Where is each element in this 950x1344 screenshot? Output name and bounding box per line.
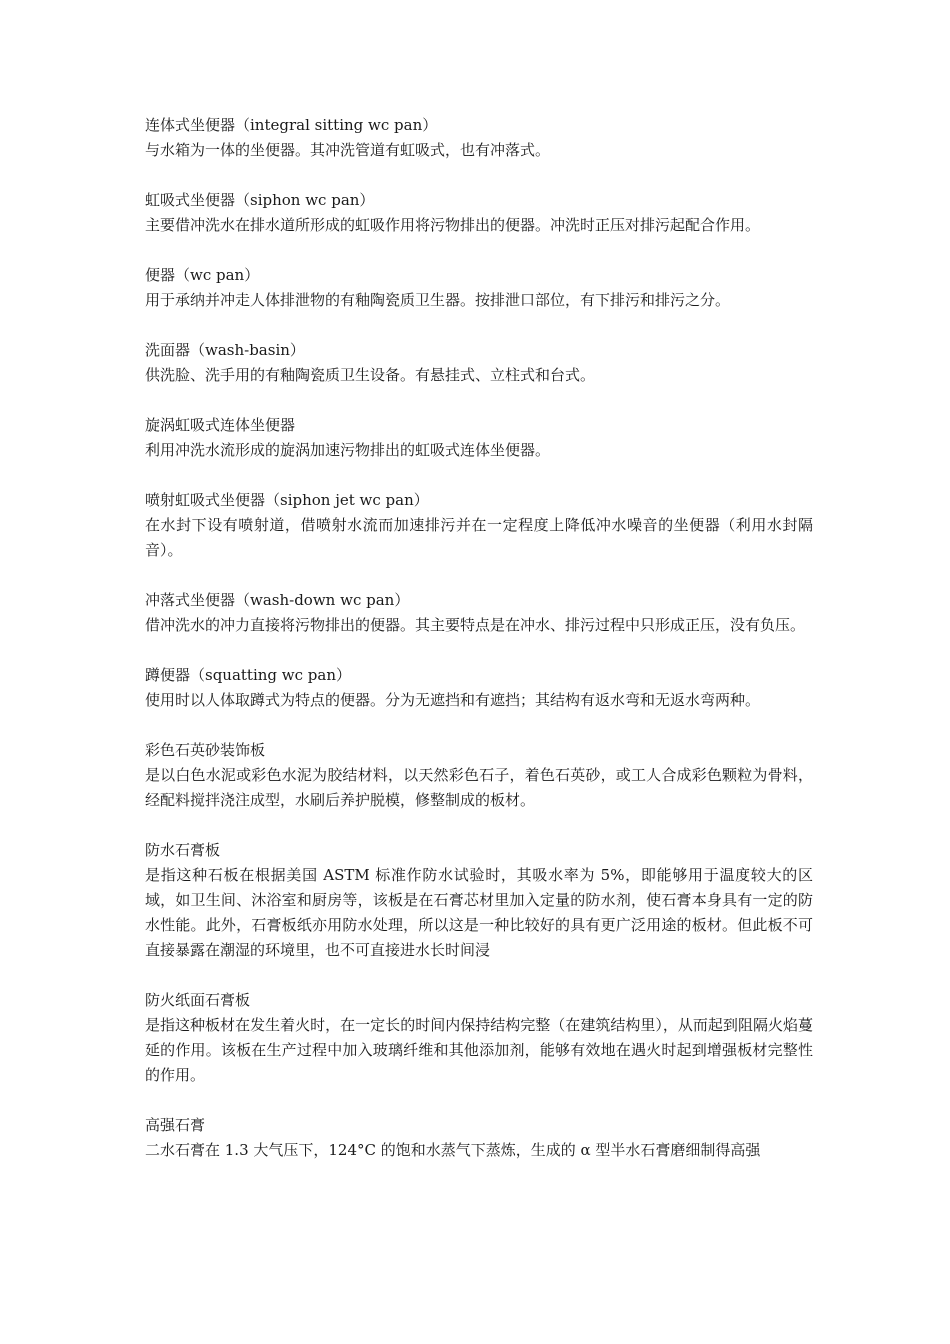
entry-body: 与水箱为一体的坐便器。其冲洗管道有虹吸式，也有冲落式。 bbox=[145, 141, 551, 159]
entry-siphon-jet-wc-pan bbox=[145, 488, 813, 563]
entry-title: 喷射虹吸式坐便器（siphon jet wc pan） bbox=[145, 491, 429, 509]
entry-siphon-wc-pan bbox=[145, 188, 813, 238]
entry-body: 在水封下设有喷射道，借喷射水流而加速排污并在一定程度上降低冲水噪音的坐便器（利用水封隔音）。 bbox=[145, 516, 813, 559]
entry-body: 二水石膏在 1.3 大气压下，124°C 的饱和水蒸气下蒸炼，生成的 α 型半水石膏磨细制得高强 bbox=[145, 1141, 761, 1159]
entry-fireproof-gypsum-board bbox=[145, 988, 813, 1088]
entry-body: 主要借冲洗水在排水道所形成的虹吸作用将污物排出的便器。冲洗时正压对排污起配合作用。 bbox=[145, 216, 761, 234]
entry-title: 连体式坐便器（integral sitting wc pan） bbox=[145, 116, 438, 134]
entry-body: 利用冲洗水流形成的旋涡加速污物排出的虹吸式连体坐便器。 bbox=[145, 441, 551, 459]
entry-body: 是指这种板材在发生着火时，在一定长的时间内保持结构完整（在建筑结构里），从而起到阻隔火焰蔓延的作用。该板在生产过程中加入玻璃纤维和其他添加剂，能够有效地在遇火时起到增强板材完整性的作用。 bbox=[145, 1016, 813, 1084]
entry-high-strength-gypsum bbox=[145, 1113, 813, 1163]
entry-body: 是以白色水泥或彩色水泥为胶结材料，以天然彩色石子，着色石英砂，或工人合成彩色颗粒为骨料，经配料搅拌浇注成型，水刷后养护脱模，修整制成的板材。 bbox=[145, 766, 813, 809]
entry-body: 用于承纳并冲走人体排泄物的有釉陶瓷质卫生器。按排泄口部位，有下排污和排污之分。 bbox=[145, 291, 731, 309]
entry-title: 防火纸面石膏板 bbox=[145, 991, 251, 1009]
entry-waterproof-gypsum-board bbox=[145, 838, 813, 963]
entry-title: 蹲便器（squatting wc pan） bbox=[145, 666, 352, 684]
entry-title: 防水石膏板 bbox=[145, 841, 221, 859]
entry-integral-sitting-wc-pan bbox=[145, 113, 813, 163]
entry-wc-pan bbox=[145, 263, 813, 313]
entry-title: 洗面器（wash-basin） bbox=[145, 341, 305, 359]
entry-vortex-siphon-toilet bbox=[145, 413, 813, 463]
entry-title: 虹吸式坐便器（siphon wc pan） bbox=[145, 191, 375, 209]
entry-title: 便器（wc pan） bbox=[145, 266, 260, 284]
entry-title: 高强石膏 bbox=[145, 1116, 206, 1134]
entry-body: 借冲洗水的冲力直接将污物排出的便器。其主要特点是在冲水、排污过程中只形成正压，没有负压。 bbox=[145, 616, 806, 634]
document-page bbox=[145, 113, 813, 1188]
entry-body: 使用时以人体取蹲式为特点的便器。分为无遮挡和有遮挡；其结构有返水弯和无返水弯两种。 bbox=[145, 691, 761, 709]
entry-title: 彩色石英砂装饰板 bbox=[145, 741, 266, 759]
entry-body: 供洗脸、洗手用的有釉陶瓷质卫生设备。有悬挂式、立柱式和台式。 bbox=[145, 366, 596, 384]
entry-title: 冲落式坐便器（wash-down wc pan） bbox=[145, 591, 410, 609]
entry-body: 是指这种石板在根据美国 ASTM 标准作防水试验时，其吸水率为 5%，即能够用于温度较大的区域，如卫生间、沐浴室和厨房等，该板是在石膏芯材里加入定量的防水剂，使石膏本身具有一定的防水性能。此外，石膏板纸亦用防水处理，所以这是一种比较好的具有更广泛用途的板材。但此板不可直接暴露在潮湿的环境里，也不可直接进水长时间浸 bbox=[145, 866, 813, 959]
entry-squatting-wc-pan bbox=[145, 663, 813, 713]
entry-quartz-decorative-board bbox=[145, 738, 813, 813]
entry-title: 旋涡虹吸式连体坐便器 bbox=[145, 416, 296, 434]
entry-wash-basin bbox=[145, 338, 813, 388]
entry-wash-down-wc-pan bbox=[145, 588, 813, 638]
